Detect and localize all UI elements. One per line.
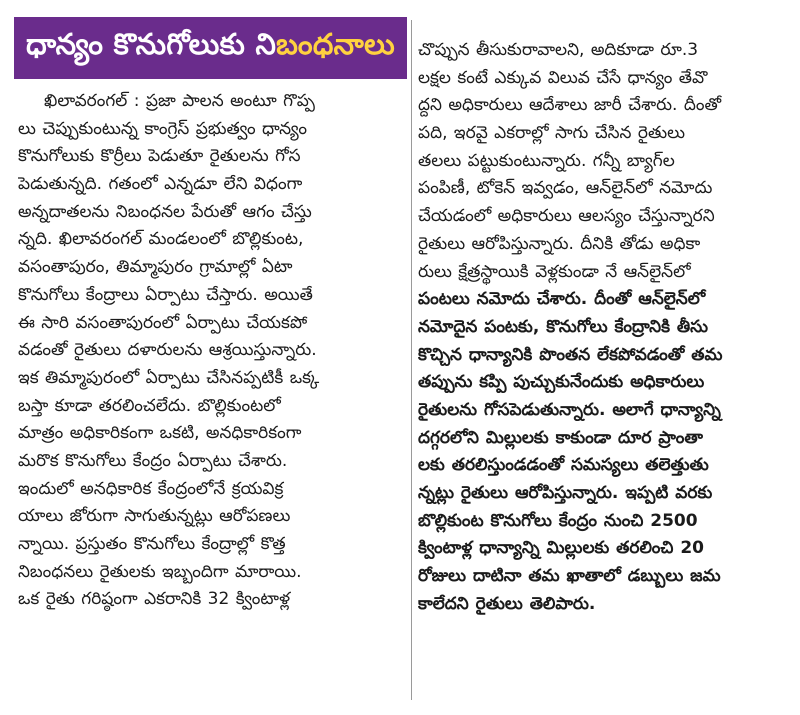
article-line: కొచ్చిన ధాన్యానికి పొంతన లేకపోవడంతో తమ <box>418 344 723 365</box>
article-line: ఇక తిమ్మాపురంలో ఏర్పాటు చేసినప్పటికీ ఒక్క <box>18 367 320 388</box>
article-line: నమోదైన పంటకు, కొనుగోలు కేంద్రానికి తీసు <box>418 316 708 337</box>
article-line: రైతులు ఆరోపిస్తున్నారు. దీనికి తోడు అధికా <box>418 233 701 254</box>
article-line: బస్తా కూడా తరలించలేదు. బొల్లికుంటలో <box>18 395 281 416</box>
article-line: మాత్రం అధికారికంగా ఒకటి, అనధికారికంగా <box>18 423 302 444</box>
article-line: వసంతాపురం, తిమ్మాపురం గ్రామాల్లో ఏటా <box>18 257 293 278</box>
article-line: లు చెప్పుకుంటున్న కాంగ్రెస్ ప్రభుత్వం ధాన్యం <box>18 118 307 139</box>
article-line: పంటలు నమోదు చేశారు. దీంతో ఆన్‌లైన్‌లో <box>418 289 706 310</box>
headline-text: ధాన్యం కొనుగోలుకు ని <box>26 27 277 61</box>
article-left-column <box>18 88 406 614</box>
article-line: కొనుగోలుకు కొర్రీలు పెడుతూ రైతులను గోస <box>18 146 301 167</box>
article-line: న్నట్లు రైతులు ఆరోపిస్తున్నారు. ఇప్పటి వరకు <box>418 483 713 503</box>
article-line: లకు తరలిస్తుండడంతో సమస్యలు తలెత్తుతు <box>418 455 709 476</box>
article-line: పెడుతున్నది. గతంలో ఎన్నడూ లేని విధంగా <box>18 174 303 195</box>
article-line: రోజులు దాటినా తమ ఖాతాలో డబ్బులు జమ <box>418 566 721 587</box>
article-line: మరొక కొనుగోలు కేంద్రం ఏర్పాటు చేశారు. <box>18 450 288 471</box>
article-line: ద్దని అధికారులు ఆదేశాలు జారీ చేశారు. దీంతో <box>418 95 722 116</box>
article-line: కొనుగోలు కేంద్రాలు ఏర్పాటు చేస్తారు. అయితే <box>18 284 313 305</box>
article-line: న్నాయి. ప్రస్తుతం కొనుగోలు కేంద్రాల్లో కొత్త <box>18 534 286 554</box>
article-line: ఒక రైతు గరిష్ఠంగా ఎకరానికి 32 క్వింటాళ్ల <box>18 589 291 610</box>
article-line: అన్నదాతలను నిబంధనల పేరుతో ఆగం చేస్తు <box>18 201 312 222</box>
article-line: రైతులను గోసపెడుతున్నారు. అలాగే ధాన్యాన్ని <box>418 399 721 420</box>
article-line: ఖిలావరంగల్ : ప్రజా పాలన అంటూ గొప్ప <box>44 91 315 111</box>
column-divider <box>411 20 412 700</box>
article-line: రులు క్షేత్రస్థాయికి వెళ్లకుండా నే ఆన్‌లైన్‌లో <box>418 261 691 282</box>
article-line: పంపిణీ, టోకెన్ ఇవ్వడం, ఆన్‌లైన్‌లో నమోదు <box>418 178 713 199</box>
article-line: వడంతో రైతులు దళారులను ఆశ్రయిస్తున్నారు. <box>18 340 317 361</box>
article-line: చొప్పున తీసుకురావాలని, అదికూడా రూ.3 <box>418 40 699 60</box>
article-line: క్వింటాళ్ల ధాన్యాన్ని మిల్లులకు తరలించి 20 <box>418 538 705 559</box>
article-right-column <box>418 37 788 618</box>
headline-banner <box>14 17 407 79</box>
article-line: ఇందులో అనధికారిక కేంద్రంలోనే క్రయవిక్ర <box>18 478 284 499</box>
article-line: నిబంధనలు రైతులకు ఇబ్బందిగా మారాయి. <box>18 561 302 582</box>
article-line: ఈ సారి వసంతాపురంలో ఏర్పాటు చేయకపో <box>18 312 308 333</box>
article-line: లక్షల కంటే ఎక్కువ విలువ చేసే ధాన్యం తేవొ <box>418 67 708 88</box>
article-line: పది, ఇరవై ఎకరాల్లో సాగు చేసిన రైతులు <box>418 123 686 144</box>
headline-accent-text: బంధనాలు <box>276 27 395 61</box>
article-line: చేయడంలో అధికారులు ఆలస్యం చేస్తున్నారని <box>418 206 715 227</box>
article-line: న్నది. ఖిలావరంగల్ మండలంలో బొల్లికుంట, <box>18 229 304 250</box>
article-line: బొల్లికుంట కొనుగోలు కేంద్రం నుంచి 2500 <box>418 510 698 531</box>
article-line: తప్పును కప్పి పుచ్చుకునేందుకు అధికారులు <box>418 372 705 393</box>
article-line: యాలు జోరుగా సాగుతున్నట్లు ఆరోపణలు <box>18 506 291 527</box>
article-line: దగ్గరలోని మిల్లులకు కాకుండా దూర ప్రాంతా <box>418 427 703 448</box>
article-line: తలలు పట్టుకుంటున్నారు. గన్నీ బ్యాగ్‌ల <box>418 150 675 171</box>
article-line: కాలేదని రైతులు తెలిపారు. <box>418 593 596 614</box>
